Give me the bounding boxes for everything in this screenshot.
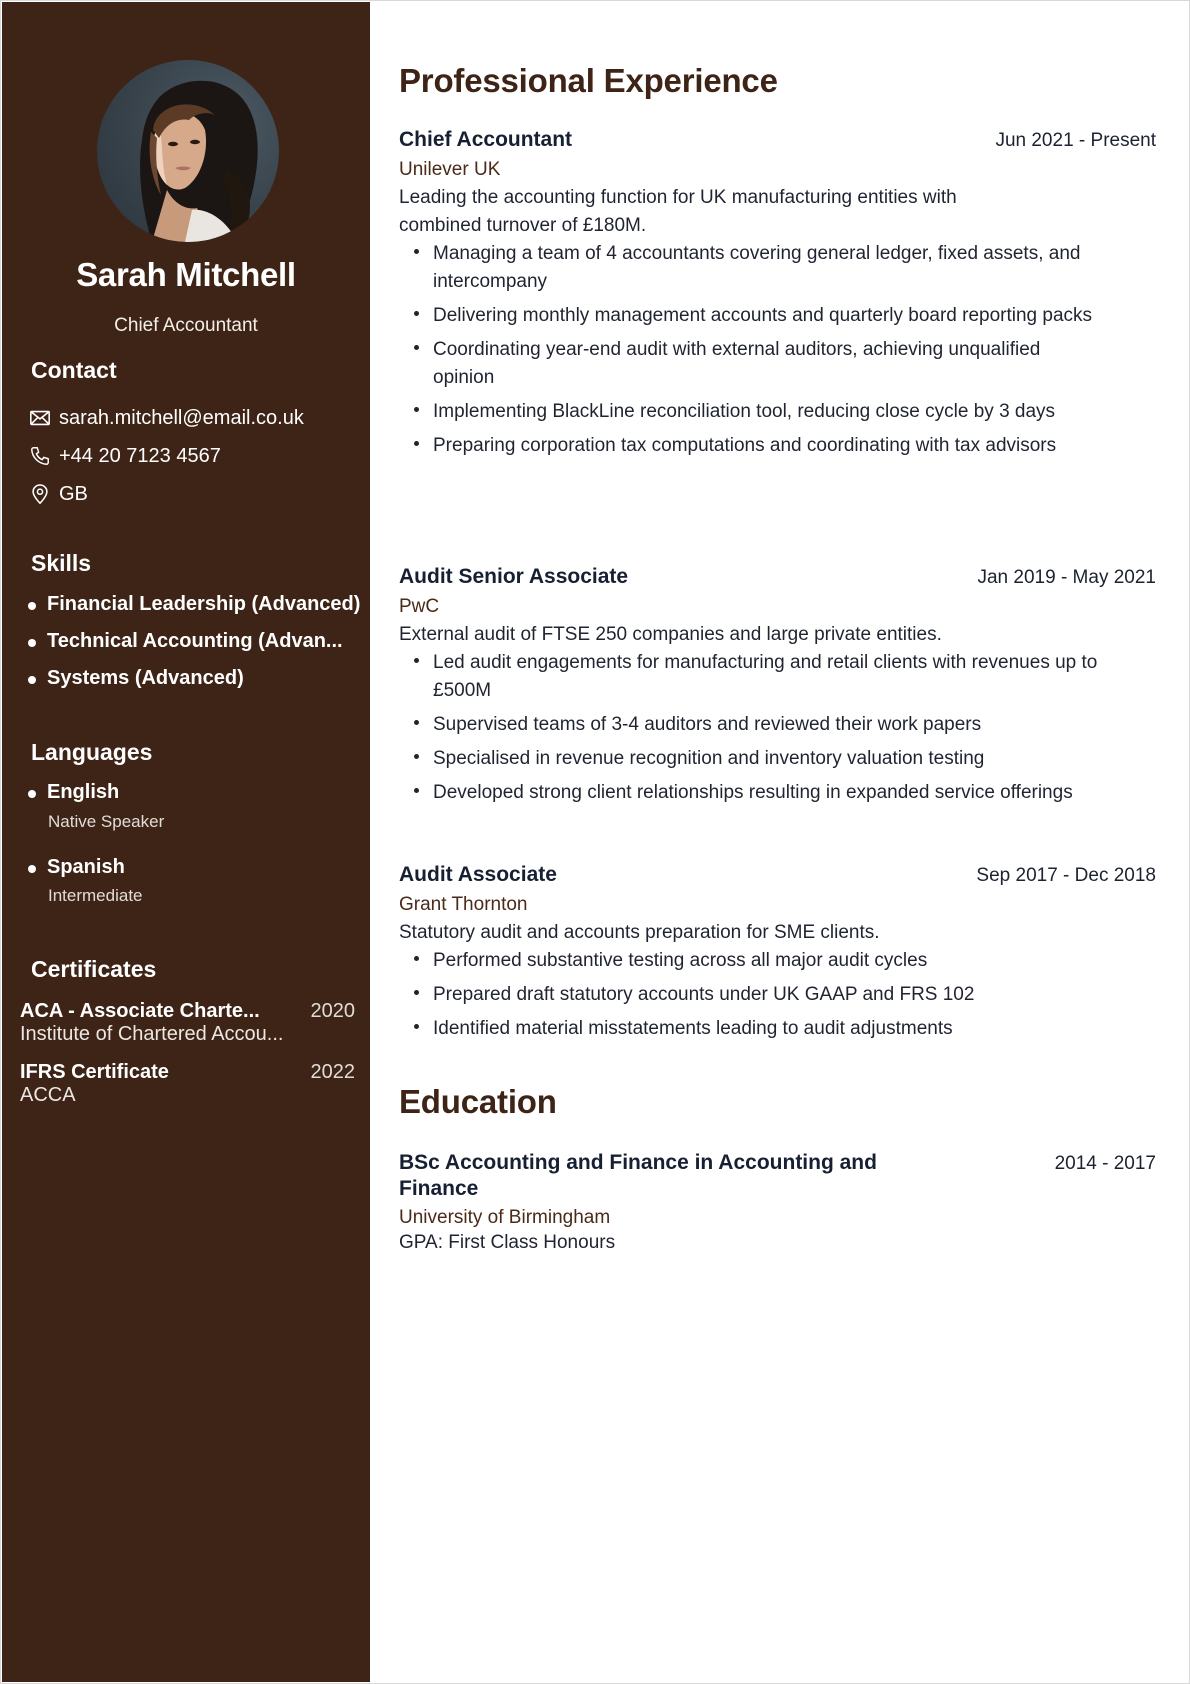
certificate-year: 2022 (310, 1061, 355, 1083)
degree-title: BSc Accounting and Finance in Accounting and Finance (399, 1151, 877, 1200)
education-dates: 2014 - 2017 (1054, 1153, 1156, 1174)
job-title: Audit Associate (399, 863, 557, 886)
education-heading: Education (399, 1083, 557, 1120)
experience-entry (399, 564, 1156, 813)
education-detail: GPA: First Class Honours (399, 1232, 616, 1253)
candidate-name: Sarah Mitchell (76, 256, 296, 293)
job-description: External audit of FTSE 250 companies and large private entities. (399, 624, 942, 645)
education-entry (399, 1150, 1156, 1257)
experience-entry (399, 127, 1156, 466)
bullet-item: Coordinating year-end audit with external auditors, achieving unqualified opinion (399, 336, 1099, 392)
job-bullets (399, 649, 1156, 807)
candidate-title: Chief Accountant (114, 315, 258, 336)
contact-heading: Contact (31, 357, 117, 383)
skill-item: Systems (Advanced) (28, 665, 244, 691)
contact-email[interactable] (28, 405, 304, 431)
job-bullets (399, 947, 1156, 1043)
job-title: Chief Accountant (399, 128, 573, 151)
languages-heading: Languages (31, 739, 153, 765)
location-text: GB (59, 483, 88, 505)
language-level: Intermediate (48, 886, 143, 905)
school-name: University of Birmingham (399, 1207, 611, 1228)
skills-heading: Skills (31, 550, 92, 576)
contact-phone[interactable] (28, 443, 221, 469)
bullet-icon (28, 602, 36, 610)
company-name: PwC (399, 596, 440, 617)
map-pin-icon (28, 482, 52, 506)
bullet-item: Specialised in revenue recognition and inventory valuation testing (399, 745, 1099, 773)
company-name: Grant Thornton (399, 894, 528, 915)
sidebar (2, 2, 370, 1682)
company-name: Unilever UK (399, 159, 501, 180)
language-item (28, 854, 125, 880)
bullet-item: Prepared draft statutory accounts under UK GAAP and FRS 102 (399, 981, 1099, 1009)
certificate-name: ACA - Associate Charte... (20, 1000, 260, 1022)
certificate-issuer: ACCA (20, 1084, 76, 1106)
bullet-icon (28, 865, 36, 873)
phone-icon (28, 444, 52, 468)
email-text: sarah.mitchell@email.co.uk (59, 407, 304, 429)
phone-text: +44 20 7123 4567 (59, 445, 221, 467)
certificate-issuer: Institute of Chartered Accou... (20, 1023, 284, 1045)
bullet-item: Delivering monthly management accounts and quarterly board reporting packs (399, 302, 1099, 330)
bullet-item: Supervised teams of 3-4 auditors and reviewed their work papers (399, 711, 1099, 739)
job-dates: Jan 2019 - May 2021 (977, 567, 1156, 588)
profile-photo (97, 60, 279, 242)
bullet-item: Managing a team of 4 accountants covering general ledger, fixed assets, and intercompany (399, 240, 1099, 296)
bullet-item: Developed strong client relationships resulting in expanded service offerings (399, 779, 1099, 807)
skill-item: Technical Accounting (Advan... (28, 628, 343, 654)
bullet-item: Led audit engagements for manufacturing and retail clients with revenues up to £500M (399, 649, 1099, 705)
envelope-icon (28, 406, 52, 430)
bullet-icon (28, 639, 36, 647)
job-bullets (399, 240, 1156, 460)
bullet-item: Performed substantive testing across all major audit cycles (399, 947, 1099, 975)
main-content (399, 1, 1156, 1684)
experience-entry (399, 862, 1156, 1049)
portrait-image (97, 60, 279, 242)
language-name: English (47, 781, 120, 803)
certificate-name: IFRS Certificate (20, 1061, 169, 1083)
certificate-item (20, 1000, 355, 1045)
language-item (28, 779, 119, 805)
bullet-icon (28, 676, 36, 684)
bullet-item: Implementing BlackLine reconciliation tool, reducing close cycle by 3 days (399, 398, 1099, 426)
language-name: Spanish (47, 856, 125, 878)
skill-item: Financial Leadership (Advanced) (28, 591, 360, 617)
certificates-heading: Certificates (31, 956, 157, 982)
job-dates: Jun 2021 - Present (995, 130, 1156, 151)
job-dates: Sep 2017 - Dec 2018 (976, 865, 1156, 886)
job-description: Leading the accounting function for UK manufacturing entities with combined turnover of £180M. (399, 187, 957, 236)
experience-heading: Professional Experience (399, 62, 778, 99)
job-description: Statutory audit and accounts preparation for SME clients. (399, 922, 880, 943)
contact-location (28, 481, 88, 507)
bullet-icon (28, 790, 36, 798)
certificate-year: 2020 (310, 1000, 355, 1022)
bullet-item: Identified material misstatements leading to audit adjustments (399, 1015, 1099, 1043)
bullet-item: Preparing corporation tax computations and coordinating with tax advisors (399, 432, 1099, 460)
language-level: Native Speaker (48, 812, 165, 831)
certificate-item (20, 1061, 355, 1106)
job-title: Audit Senior Associate (399, 565, 629, 588)
